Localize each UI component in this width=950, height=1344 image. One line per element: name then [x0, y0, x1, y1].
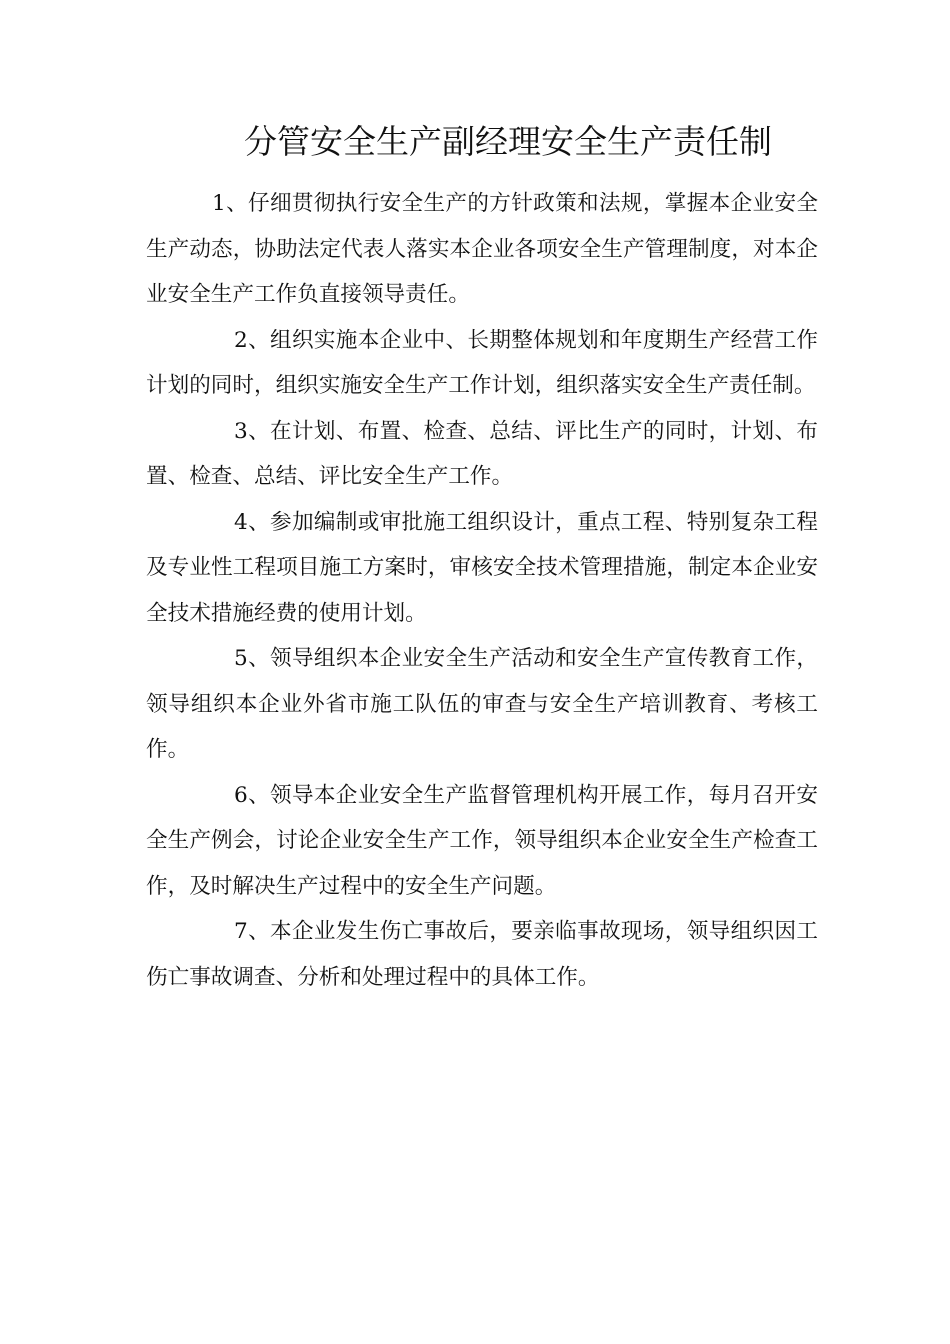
paragraph-6: 6、领导本企业安全生产监督管理机构开展工作，每月召开安全生产例会，讨论企业安全生产工作，领导组织本企业安全生产检查工作，及时解决生产过程中的安全生产问题。: [146, 782, 818, 899]
paragraph-2: 2、组织实施本企业中、长期整体规划和年度期生产经营工作计划的同时，组织实施安全生产工作计划，组织落实安全生产责任制。: [146, 327, 818, 398]
paragraph-1: 1、仔细贯彻执行安全生产的方针政策和法规，掌握本企业安全生产动态，协助法定代表人落实本企业各项安全生产管理制度，对本企业安全生产工作负直接领导责任。: [146, 191, 818, 307]
paragraph-5: 5、领导组织本企业安全生产活动和安全生产宣传教育工作，领导组织本企业外省市施工队伍的审查与安全生产培训教育、考核工作。: [146, 646, 818, 762]
document-title: 分管安全生产副经理安全生产责任制: [244, 122, 772, 161]
paragraph-3: 3、在计划、布置、检查、总结、评比生产的同时，计划、布置、检查、总结、评比安全生产工作。: [146, 418, 818, 489]
document-body: [146, 181, 818, 1000]
paragraph-4: 4、参加编制或审批施工组织设计，重点工程、特别复杂工程及专业性工程项目施工方案时，审核安全技术管理措施，制定本企业安全技术措施经费的使用计划。: [146, 509, 818, 626]
paragraph-7: 7、本企业发生伤亡事故后，要亲临事故现场，领导组织因工伤亡事故调查、分析和处理过程中的具体工作。: [146, 919, 818, 990]
